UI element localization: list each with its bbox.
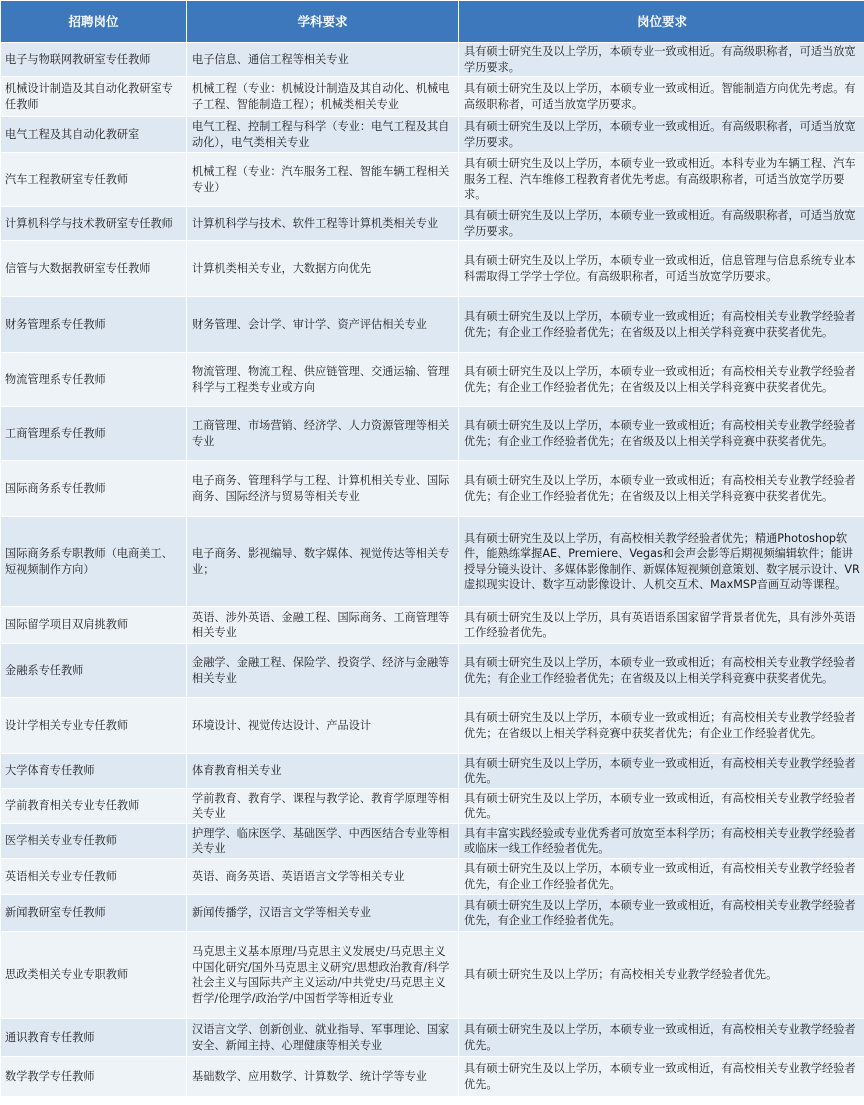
row-position: 机械设计制造及其自动化教研室专任教师 <box>1 77 186 116</box>
row-requirement: 具有硕士研究生及以上学历，本硕专业一致或相近，有高校相关专业教学经验者优先，有企业工作经验者优先。 <box>459 895 864 931</box>
row-requirement: 具有硕士研究生及以上学历，本硕专业一致或相近，信息管理与信息系统专业本科需取得工学学士学位。有高级职称者，可适当放宽学历要求。 <box>459 241 864 296</box>
row-position: 物流管理系专任教师 <box>1 353 186 406</box>
row-subject: 电子商务、管理科学与工程、计算机相关专业、国际商务、国际经济与贸易等相关专业 <box>187 461 458 516</box>
row-requirement: 具有硕士研究生及以上学历，有高校相关教学经验者优先；精通Photoshop软件，能熟练掌握AE、Premiere、Vegas和会声会影等后期视频编辑软件；能讲授导分镜头设计、多媒体影像制作、新媒体短视频创意策划、数字展示设计、VR虚拟现实设计、数字互动影像设计、人机交互术、MaxMSP音画互动等课程。 <box>459 517 864 606</box>
row-subject: 电气工程、控制工程与科学（专业：电气工程及其自动化），电气类相关专业 <box>187 117 458 152</box>
row-subject: 工商管理、市场营销、经济学、人力资源管理等相关专业 <box>187 407 458 460</box>
row-position: 通识教育专任教师 <box>1 1019 186 1056</box>
row-position: 思政类相关专业专职教师 <box>1 932 186 1018</box>
row-subject: 新闻传播学，汉语言文学等相关专业 <box>187 895 458 931</box>
row-requirement: 具有硕士研究生及以上学历，本硕专业一致或相近，有高校相关专业教学经验者优先。 <box>459 789 864 823</box>
row-position: 电子与物联网教研室专任教师 <box>1 43 186 76</box>
row-requirement: 具有硕士研究生及以上学历，本硕专业一致或相近，有高校相关专业教学经验者优先。 <box>459 1019 864 1056</box>
row-requirement: 具有硕士研究生及以上学历，本硕专业一致或相近。有高级职称者，可适当放宽学历要求。 <box>459 207 864 240</box>
row-subject: 财务管理、会计学、审计学、资产评估相关专业 <box>187 297 458 352</box>
row-requirement: 具有硕士研究生及以上学历，本硕专业一致或相近，有高校相关专业教学经验者优先。 <box>459 1057 864 1096</box>
row-subject: 学前教育、教育学、课程与教学论、教育学原理等相关专业 <box>187 789 458 823</box>
row-subject: 环境设计、视觉传达设计、产品设计 <box>187 698 458 753</box>
row-position: 信管与大数据教研室专任教师 <box>1 241 186 296</box>
row-subject: 英语、涉外英语、金融工程、国际商务、工商管理等相关专业 <box>187 607 458 643</box>
row-subject: 护理学、临床医学、基础医学、中西医结合专业等相关专业 <box>187 824 458 858</box>
row-position: 财务管理系专任教师 <box>1 297 186 352</box>
row-subject: 马克思主义基本原理/马克思主义发展史/马克思主义中国化研究/国外马克思主义研究/思想政治教育/科学社会主义与国际共产主义运动/中共党史/马克思主义哲学/伦理学/政治学/中国哲学等相近专业 <box>187 932 458 1018</box>
row-requirement: 具有硕士研究生及以上学历，本硕专业一致或相近。有高级职称者，可适当放宽学历要求。 <box>459 43 864 76</box>
row-position: 大学体育专任教师 <box>1 754 186 788</box>
row-requirement: 具有硕士研究生及以上学历，本硕专业一致或相近，有高校相关专业教学经验者优先。 <box>459 754 864 788</box>
header-subject: 学科要求 <box>187 1 458 42</box>
row-position: 工商管理系专任教师 <box>1 407 186 460</box>
row-subject: 体育教育相关专业 <box>187 754 458 788</box>
row-subject: 机械工程（专业：机械设计制造及其自动化、机械电子工程、智能制造工程）；机械类相关专业 <box>187 77 458 116</box>
header-position: 招聘岗位 <box>1 1 186 42</box>
row-position: 数学教学专任教师 <box>1 1057 186 1096</box>
row-position: 医学相关专业专任教师 <box>1 824 186 858</box>
row-subject: 汉语言文学、创新创业、就业指导、军事理论、国家安全、新闻主持、心理健康等相关专业 <box>187 1019 458 1056</box>
row-requirement: 具有硕士研究生及以上学历，本硕专业一致或相近，有高校相关专业教学经验者优先，有企业工作经验者优先。 <box>459 859 864 894</box>
row-subject: 电子信息、通信工程等相关专业 <box>187 43 458 76</box>
row-subject: 计算机类相关专业，大数据方向优先 <box>187 241 458 296</box>
row-requirement: 具有硕士研究生及以上学历，本硕专业一致或相近；有高校相关专业教学经验者优先；有企业工作经验者优先；在省级及以上相关学科竞赛中获奖者优先。 <box>459 297 864 352</box>
row-requirement: 具有丰富实践经验或专业优秀者可放宽至本科学历；有高校相关专业教学经验者或临床一线工作经验者优先。 <box>459 824 864 858</box>
row-subject: 机械工程（专业：汽车服务工程、智能车辆工程相关专业） <box>187 153 458 206</box>
row-position: 国际商务系专职教师（电商美工、短视频制作方向） <box>1 517 186 606</box>
row-requirement: 具有硕士研究生及以上学历；有高校相关专业教学经验者优先。 <box>459 932 864 1018</box>
row-position: 国际留学项目双肩挑教师 <box>1 607 186 643</box>
row-position: 金融系专任教师 <box>1 644 186 697</box>
row-subject: 物流管理、物流工程、供应链管理、交通运输、管理科学与工程类专业或方向 <box>187 353 458 406</box>
row-position: 电气工程及其自动化教研室 <box>1 117 186 152</box>
row-requirement: 具有硕士研究生及以上学历，本硕专业一致或相近；有高校相关专业教学经验者优先；有企业工作经验者优先；在省级及以上相关学科竞赛中获奖者优先。 <box>459 461 864 516</box>
row-position: 国际商务系专任教师 <box>1 461 186 516</box>
row-requirement: 具有硕士研究生及以上学历，本硕专业一致或相近；有高校相关专业教学经验者优先；有企业工作经验者优先；在省级及以上相关学科竞赛中获奖者优先。 <box>459 407 864 460</box>
row-position: 新闻教研室专任教师 <box>1 895 186 931</box>
row-requirement: 具有硕士研究生及以上学历，本硕专业一致或相近；有高校相关专业教学经验者优先；在省级以上相关学科竞赛中获奖者优先；有企业工作经验者优先。 <box>459 698 864 753</box>
row-requirement: 具有硕士研究生及以上学历，本硕专业一致或相近；有高校相关专业教学经验者优先；有企业工作经验者优先；在省级及以上相关学科竞赛中获奖者优先。 <box>459 644 864 697</box>
row-requirement: 具有硕士研究生及以上学历，本硕专业一致或相近；有高校相关专业教学经验者优先；有企业工作经验者优先；在省级及以上相关学科竞赛中获奖者优先。 <box>459 353 864 406</box>
row-position: 英语相关专业专任教师 <box>1 859 186 894</box>
row-subject: 英语、商务英语、英语语言文学等相关专业 <box>187 859 458 894</box>
row-subject: 金融学、金融工程、保险学、投资学、经济与金融等相关专业 <box>187 644 458 697</box>
row-requirement: 具有硕士研究生及以上学历，本硕专业一致或相近。智能制造方向优先考虑。有高级职称者，可适当放宽学历要求。 <box>459 77 864 116</box>
row-requirement: 具有硕士研究生及以上学历，具有英语语系国家留学背景者优先，具有涉外英语工作经验者优先。 <box>459 607 864 643</box>
row-requirement: 具有硕士研究生及以上学历，本硕专业一致或相近。本科专业为车辆工程、汽车服务工程、汽车维修工程教育者优先考虑。有高级职称者，可适当放宽学历要求。 <box>459 153 864 206</box>
row-position: 计算机科学与技术教研室专任教师 <box>1 207 186 240</box>
row-position: 汽车工程教研室专任教师 <box>1 153 186 206</box>
row-requirement: 具有硕士研究生及以上学历，本硕专业一致或相近。有高级职称者，可适当放宽学历要求。 <box>459 117 864 152</box>
row-subject: 基础数学、应用数学、计算数学、统计学等专业 <box>187 1057 458 1096</box>
row-subject: 电子商务、影视编导、数字媒体、视觉传达等相关专业； <box>187 517 458 606</box>
row-position: 学前教育相关专业专任教师 <box>1 789 186 823</box>
row-position: 设计学相关专业专任教师 <box>1 698 186 753</box>
header-requirement: 岗位要求 <box>459 1 864 42</box>
row-subject: 计算机科学与技术、软件工程等计算机类相关专业 <box>187 207 458 240</box>
